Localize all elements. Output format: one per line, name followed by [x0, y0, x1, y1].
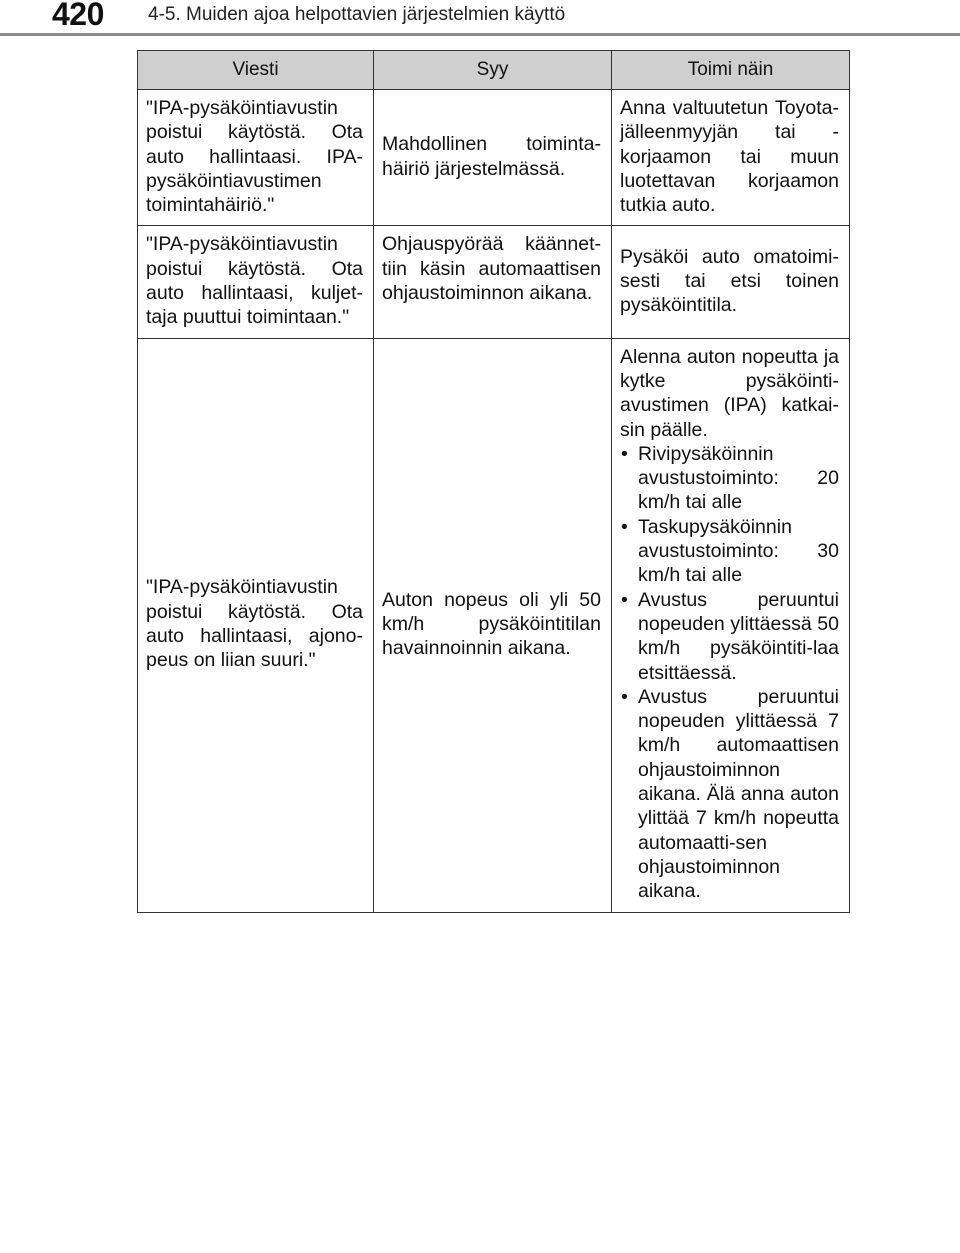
- column-header-cause: Syy: [374, 51, 612, 90]
- cause-text: Auton nopeus oli yli 50 km/h pysäköintitilan havainnoinnin aikana.: [382, 588, 601, 660]
- cause-cell: [374, 226, 612, 338]
- chapter-title: 4-5. Muiden ajoa helpottavien järjestelmien käyttö: [148, 4, 566, 25]
- header-divider: [0, 33, 960, 36]
- cause-cell: [374, 338, 612, 912]
- message-cell: [138, 338, 374, 912]
- page-header: [0, 0, 960, 40]
- action-bullet: • Avustus peruuntui nopeuden ylittäessä 50 km/h pysäköintiti-laa etsittäessä.: [620, 588, 839, 685]
- table-row: [138, 338, 850, 912]
- message-text: "IPA-pysäköintiavustin poistui käytöstä. Ota auto hallintaasi, kuljet-taja puuttui toimintaan.": [146, 233, 363, 329]
- action-text: Anna valtuutetun Toyota-jälleenmyyjän tai -korjaamon tai muun luotettavan korjaamon tutkia auto.: [620, 97, 839, 217]
- action-cell: [612, 90, 850, 226]
- cause-text: Mahdollinen toiminta-häiriö järjestelmässä.: [382, 133, 601, 180]
- action-bullet: • Rivipysäköinnin avustustoiminto: 20 km/h tai alle: [620, 442, 839, 515]
- action-text: Pysäköi auto omatoimi-sesti tai etsi toinen pysäköintitila.: [620, 245, 839, 317]
- column-header-action: Toimi näin: [612, 51, 850, 90]
- cause-text: Ohjauspyörää käännet-tiin käsin automaattisen ohjaustoiminnon aikana.: [382, 233, 601, 305]
- action-bullet-list: [620, 442, 839, 904]
- table-row: [138, 90, 850, 226]
- action-bullet: • Taskupysäköinnin avustustoiminto: 30 km/h tai alle: [620, 515, 839, 588]
- cause-cell: [374, 90, 612, 226]
- action-bullet: • Avustus peruuntui nopeuden ylittäessä 7 km/h automaattisen ohjaustoiminnon aikana. Älä anna auton ylittää 7 km/h nopeutta automaatti-sen ohjaustoiminnon aikana.: [620, 685, 839, 904]
- message-cell: [138, 90, 374, 226]
- table-row: [138, 226, 850, 338]
- action-text: Alenna auton nopeutta ja kytke pysäköinti-avustimen (IPA) katkai-sin päälle.: [620, 345, 839, 441]
- table-header-row: [138, 51, 850, 90]
- message-text: "IPA-pysäköintiavustin poistui käytöstä. Ota auto hallintaasi, ajono-peus on liian suuri.": [146, 576, 363, 672]
- action-cell: [612, 226, 850, 338]
- message-text: "IPA-pysäköintiavustin poistui käytöstä. Ota auto hallintaasi. IPA-pysäköintiavustimen toimintahäiriö.": [146, 97, 363, 217]
- column-header-message: Viesti: [138, 51, 374, 90]
- page-number: 420: [52, 0, 104, 32]
- message-table: [137, 50, 850, 913]
- message-cell: [138, 226, 374, 338]
- action-cell: [612, 338, 850, 912]
